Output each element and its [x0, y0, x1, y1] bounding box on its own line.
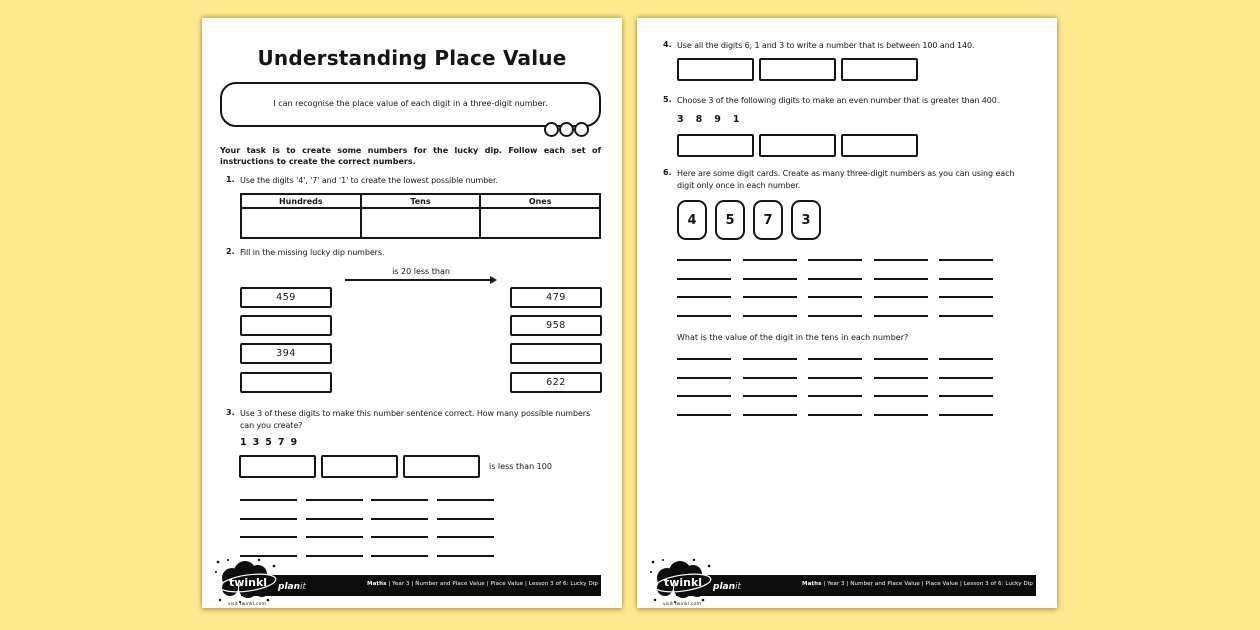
lucky-dip-box-left-4[interactable]	[240, 372, 332, 393]
answer-line[interactable]	[874, 358, 928, 360]
answer-line[interactable]	[371, 518, 428, 520]
answer-line-row	[677, 358, 993, 360]
right-arrow	[345, 279, 495, 281]
answer-line[interactable]	[240, 518, 297, 520]
question-3-text: Use 3 of these digits to make this number sentence correct. How many possible numbers can you create?	[240, 409, 591, 430]
place-value-header-row	[241, 194, 600, 208]
answer-line[interactable]	[240, 555, 297, 557]
planit-it: it	[300, 582, 307, 592]
answer-cell-tens[interactable]	[361, 208, 481, 238]
q5-digit-options	[677, 114, 740, 125]
answer-line[interactable]	[808, 414, 862, 416]
answer-line[interactable]	[939, 296, 993, 298]
question-1-text: Use the digits '4', '7' and '1' to create the lowest possible number.	[240, 176, 498, 185]
lucky-dip-box-right-1[interactable]: 479	[510, 287, 602, 308]
answer-line[interactable]	[874, 377, 928, 379]
digit-option: 8	[695, 114, 703, 125]
answer-line[interactable]	[677, 296, 731, 298]
answer-box-3[interactable]	[403, 455, 480, 478]
question-1-number: 1.	[226, 175, 235, 184]
breadcrumb-subject: Maths	[367, 581, 387, 587]
breadcrumb-subject: Maths	[802, 581, 822, 587]
task-introduction: Your task is to create some numbers for the lucky dip. Follow each set of instructions to create the correct numbers.	[220, 146, 601, 167]
answer-line[interactable]	[743, 395, 797, 397]
answer-line[interactable]	[939, 377, 993, 379]
answer-line[interactable]	[371, 499, 428, 501]
lucky-dip-box-right-2[interactable]: 958	[510, 315, 602, 336]
answer-line-row	[677, 296, 993, 298]
assessment-circle-1[interactable]	[544, 122, 559, 137]
twinkl-url: visit twinkl.com	[662, 602, 702, 607]
q6-followup-question: What is the value of the digit in the tens in each number?	[677, 333, 909, 342]
answer-line[interactable]	[808, 395, 862, 397]
lucky-dip-box-left-1[interactable]: 459	[240, 287, 332, 308]
answer-line[interactable]	[677, 377, 731, 379]
answer-line[interactable]	[306, 499, 363, 501]
answer-line[interactable]	[874, 395, 928, 397]
answer-line[interactable]	[437, 555, 494, 557]
answer-line-row	[240, 555, 494, 557]
assessment-circle-2[interactable]	[559, 122, 574, 137]
answer-box-3[interactable]	[841, 134, 918, 157]
answer-line-row	[240, 536, 494, 538]
question-5-text: Choose 3 of the following digits to make an even number that is greater than 400.	[677, 96, 1000, 105]
table-header-ones: Ones	[480, 194, 600, 208]
table-header-tens: Tens	[361, 194, 481, 208]
assessment-circle-3[interactable]	[574, 122, 589, 137]
answer-line[interactable]	[371, 555, 428, 557]
twinkl-logo	[647, 558, 717, 604]
digit-option: 9	[714, 114, 721, 125]
answer-cell-ones[interactable]	[480, 208, 600, 238]
question-6-text: Here are some digit cards. Create as many three-digit numbers as you can using each digit only once in each number.	[677, 169, 1015, 190]
digit-option: 1	[732, 114, 740, 125]
answer-line[interactable]	[240, 536, 297, 538]
answer-line[interactable]	[874, 296, 928, 298]
answer-line[interactable]	[939, 278, 993, 280]
digit-card-7[interactable]: 7	[753, 200, 783, 240]
answer-line[interactable]	[743, 414, 797, 416]
answer-line[interactable]	[306, 518, 363, 520]
question-2-text: Fill in the missing lucky dip numbers.	[240, 248, 385, 257]
learning-objective-box	[220, 82, 601, 127]
answer-box-2[interactable]	[759, 58, 836, 81]
question-5-number: 5.	[663, 95, 672, 104]
answer-line[interactable]	[677, 395, 731, 397]
question-3-number: 3.	[226, 408, 235, 417]
digit-option: 9	[290, 437, 298, 448]
q5-answer-boxes	[677, 134, 918, 157]
answer-line[interactable]	[743, 259, 797, 261]
arrow-label: is 20 less than	[392, 267, 450, 276]
answer-line[interactable]	[874, 278, 928, 280]
answer-line[interactable]	[240, 499, 297, 501]
place-value-table	[240, 193, 601, 239]
answer-line[interactable]	[677, 278, 731, 280]
q4-answer-boxes	[677, 58, 918, 81]
lucky-dip-box-left-3[interactable]: 394	[240, 343, 332, 364]
answer-line[interactable]	[437, 518, 494, 520]
answer-line[interactable]	[743, 358, 797, 360]
answer-line[interactable]	[808, 358, 862, 360]
twinkl-wordmark: twinkl	[663, 576, 703, 589]
q6-answer-lines-2	[677, 358, 993, 432]
question-6-number: 6.	[663, 168, 672, 177]
arrow-head-icon	[490, 276, 497, 284]
digit-card-4[interactable]: 4	[677, 200, 707, 240]
answer-line[interactable]	[874, 259, 928, 261]
lucky-dip-box-right-3[interactable]	[510, 343, 602, 364]
worksheet-page-1	[202, 18, 622, 608]
answer-line[interactable]	[939, 315, 993, 317]
answer-line[interactable]	[939, 259, 993, 261]
answer-line-row	[677, 315, 993, 317]
self-assessment-circles	[544, 122, 589, 137]
q3-digit-options	[240, 437, 297, 448]
answer-line[interactable]	[808, 278, 862, 280]
planit-logo	[278, 582, 306, 592]
answer-line-row	[677, 377, 993, 379]
answer-cell-hundreds[interactable]	[241, 208, 361, 238]
question-2-number: 2.	[226, 247, 235, 256]
twinkl-logo	[212, 558, 282, 604]
twinkl-url: visit twinkl.com	[227, 602, 267, 607]
footer-breadcrumb	[367, 581, 598, 587]
planit-plan: plan	[713, 582, 736, 592]
breadcrumb-trail: | Year 3 | Number and Place Value | Place Value | Lesson 3 of 6: Lucky Dip	[821, 581, 1033, 587]
answer-line[interactable]	[874, 414, 928, 416]
question-4-text: Use all the digits 6, 1 and 3 to write a number that is between 100 and 140.	[677, 41, 975, 50]
place-value-answer-row	[241, 208, 600, 238]
answer-line[interactable]	[306, 536, 363, 538]
question-4-number: 4.	[663, 40, 672, 49]
table-header-hundreds: Hundreds	[241, 194, 361, 208]
comparison-label: is less than 100	[489, 462, 552, 471]
digit-option: 7	[277, 437, 285, 448]
footer-breadcrumb	[802, 581, 1033, 587]
answer-line[interactable]	[808, 296, 862, 298]
answer-line-row	[677, 414, 993, 416]
answer-box-1[interactable]	[677, 58, 754, 81]
q6-answer-lines-1	[677, 259, 993, 333]
answer-line[interactable]	[939, 358, 993, 360]
answer-box-1[interactable]	[677, 134, 754, 157]
answer-line-row	[677, 259, 993, 261]
lucky-dip-box-right-4[interactable]: 622	[510, 372, 602, 393]
answer-line[interactable]	[743, 315, 797, 317]
lucky-dip-box-left-2[interactable]	[240, 315, 332, 336]
answer-line[interactable]	[677, 315, 731, 317]
digit-option: 5	[265, 437, 272, 448]
planit-plan: plan	[278, 582, 301, 592]
answer-line[interactable]	[677, 414, 731, 416]
answer-line[interactable]	[306, 555, 363, 557]
answer-line[interactable]	[808, 315, 862, 317]
answer-line-row	[677, 278, 993, 280]
answer-line[interactable]	[808, 259, 862, 261]
answer-box-1[interactable]	[239, 455, 316, 478]
answer-line[interactable]	[743, 278, 797, 280]
answer-box-2[interactable]	[759, 134, 836, 157]
answer-line[interactable]	[874, 315, 928, 317]
planit-logo	[713, 582, 741, 592]
answer-line-row	[240, 518, 494, 520]
answer-box-3[interactable]	[841, 58, 918, 81]
q3-number-sentence	[239, 455, 552, 478]
page-title: Understanding Place Value	[257, 46, 567, 70]
answer-line[interactable]	[677, 358, 731, 360]
digit-option: 3	[252, 437, 260, 448]
answer-line-row	[677, 395, 993, 397]
answer-line[interactable]	[939, 395, 993, 397]
answer-line[interactable]	[743, 377, 797, 379]
digit-card-3[interactable]: 3	[791, 200, 821, 240]
answer-box-2[interactable]	[321, 455, 398, 478]
answer-line[interactable]	[437, 499, 494, 501]
digit-option: 1	[240, 437, 247, 448]
answer-line[interactable]	[437, 536, 494, 538]
digit-card-5[interactable]: 5	[715, 200, 745, 240]
answer-line[interactable]	[743, 296, 797, 298]
planit-it: it	[735, 582, 742, 592]
digit-cards	[677, 200, 821, 240]
answer-line[interactable]	[677, 259, 731, 261]
digit-option: 3	[677, 114, 684, 125]
learning-objective-text: I can recognise the place value of each digit in a three-digit number.	[273, 99, 548, 108]
answer-line[interactable]	[808, 377, 862, 379]
answer-line[interactable]	[939, 414, 993, 416]
twinkl-wordmark: twinkl	[228, 576, 268, 589]
worksheet-page-2	[637, 18, 1057, 608]
breadcrumb-trail: | Year 3 | Number and Place Value | Place Value | Lesson 3 of 6: Lucky Dip	[386, 581, 598, 587]
answer-line[interactable]	[371, 536, 428, 538]
answer-line-row	[240, 499, 494, 501]
